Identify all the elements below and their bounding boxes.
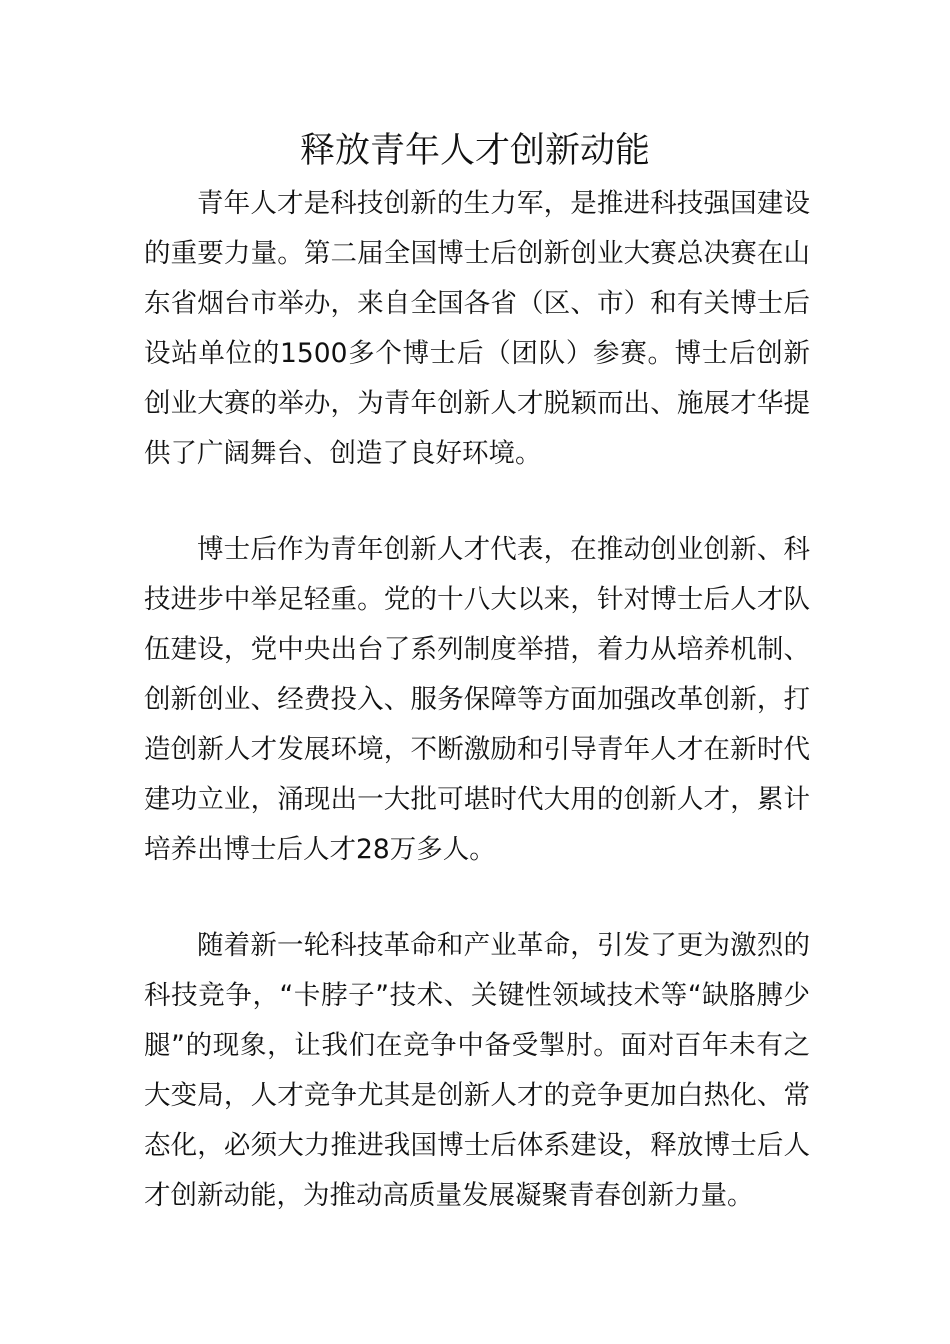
paragraph-2: 博士后作为青年创新人才代表，在推动创业创新、科技进步中举足轻重。党的十八大以来，针对博士后人才队伍建设，党中央出台了系列制度举措，着力从培养机制、创新创业、经费投入、服务保障等方面加强改革创新，打造创新人才发展环境，不断激励和引导青年人才在新时代建功立业，涌现出一大批可堪时代大用的创新人才，累计培养出博士后人才28万多人。	[144, 534, 810, 865]
paragraph-1: 青年人才是科技创新的生力军，是推进科技强国建设的重要力量。第二届全国博士后创新创业大赛总决赛在山东省烟台市举办，来自全国各省（区、市）和有关博士后设站单位的1500多个博士后（团队）参赛。博士后创新创业大赛的举办，为青年创新人才脱颖而出、施展才华提供了广阔舞台、创造了良好环境。	[144, 188, 810, 469]
paragraph-3: 随着新一轮科技革命和产业革命，引发了更为激烈的科技竞争，“卡脖子”技术、关键性领域技术等“缺胳膊少腿”的现象，让我们在竞争中备受掣肘。面对百年未有之大变局，人才竞争尤其是创新人才的竞争更加白热化、常态化，必须大力推进我国博士后体系建设，释放博士后人才创新动能，为推动高质量发展凝聚青春创新力量。	[144, 930, 810, 1211]
document-title: 释放青年人才创新动能	[299, 131, 650, 171]
